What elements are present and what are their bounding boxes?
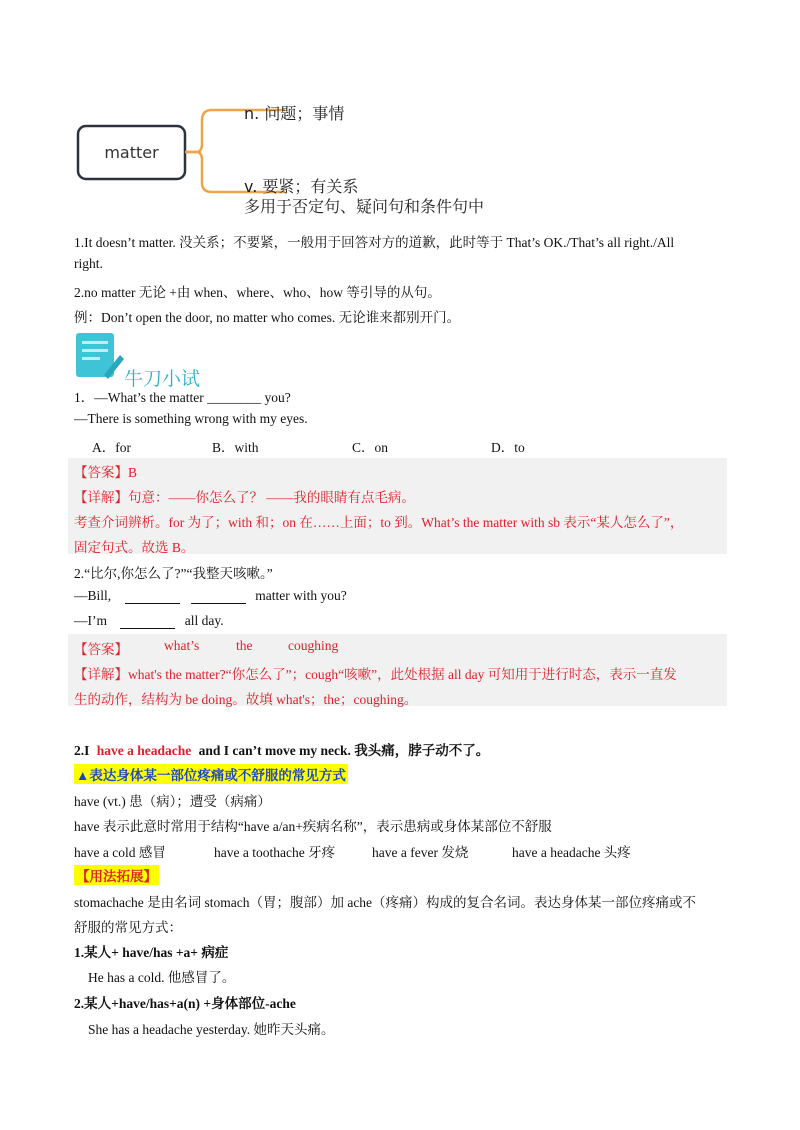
- q2-answer-1: what’s: [164, 638, 200, 653]
- q2-answer-label: 【答案】: [74, 642, 128, 657]
- extension-line-1: stomachache 是由名词 stomach（胃；腹部）加 ache（疼痛）构成的复合名词。表达身体某一部位疼痛或不: [74, 895, 697, 910]
- mindmap-verb-label-1: v. 要紧；有关系: [244, 177, 359, 196]
- q1-detail-2: 考查介词辨析。for 为了；with 和；on 在……上面；to 到。What’s the matter with sb 表示“某人怎么了”，: [74, 515, 684, 530]
- q2-line-2: [74, 588, 347, 604]
- q1-option-d: D．to: [491, 440, 525, 455]
- q2-answer-3: coughing: [288, 638, 339, 653]
- notepad-pencil-icon: [74, 331, 124, 381]
- mindmap-verb-label-2: 多用于否定句、疑问句和条件句中: [244, 197, 485, 216]
- q1-option-a: A．for: [92, 440, 131, 455]
- have-definition: have (vt.) 患（病）；遭受（病痛）: [74, 794, 271, 809]
- rule-1-example: He has a cold. 他感冒了。: [88, 970, 236, 985]
- section-2-heading: [74, 739, 489, 759]
- rule-1: 1.某人+ have/has +a+ 病症: [74, 945, 229, 960]
- example-have-a-headache: have a headache 头疼: [512, 845, 631, 860]
- q2-answer-2: the: [236, 638, 253, 653]
- example-have-a-fever: have a fever 发烧: [372, 845, 469, 860]
- note-1-line-2: right.: [74, 256, 103, 271]
- rule-2-example: She has a headache yesterday. 她昨天头痛。: [88, 1022, 335, 1037]
- section-2-heading-rest: and I can’t move my neck. 我头痛，脖子动不了。: [198, 743, 490, 758]
- rule-2: 2.某人+have/has+a(n) +身体部位-ache: [74, 996, 296, 1011]
- usage-extension-label: 【用法拓展】: [74, 865, 159, 885]
- section-2-subheading: ▲表达身体某一部位疼痛或不舒服的常见方式: [74, 764, 348, 784]
- note-example: 例：Don’t open the door, no matter who comes. 无论谁来都别开门。: [74, 310, 461, 325]
- q2-blank-2[interactable]: [191, 589, 246, 604]
- q1-detail-3: 固定句式。故选 B。: [74, 540, 195, 555]
- q2-stem: 2.“比尔,你怎么了?”“我整天咳嗽。”: [74, 566, 273, 581]
- mindmap-noun-label: n. 问题；事情: [244, 104, 345, 123]
- q1-option-c: C．on: [352, 440, 389, 455]
- q2-line-3: [74, 613, 224, 629]
- extension-line-2: 舒服的常见方式：: [74, 920, 182, 935]
- q2-line-3-prefix: —I’m: [74, 613, 107, 628]
- mindmap-root-label: matter: [104, 143, 159, 162]
- practice-title: 牛刀小试: [124, 368, 201, 390]
- q2-blank-1[interactable]: [125, 589, 180, 604]
- q2-blank-3[interactable]: [120, 614, 175, 629]
- have-usage: have 表示此意时常用于结构“have a/an+疾病名称”，表示患病或身体某部位不舒服: [74, 819, 552, 834]
- q2-line-3-suffix: all day.: [184, 613, 224, 628]
- q2-line-2-suffix: matter with you?: [255, 588, 347, 603]
- q1-option-b: B．with: [212, 440, 259, 455]
- section-2-heading-keyphrase: have a headache: [96, 743, 192, 758]
- note-2: 2.no matter 无论 +由 when、where、who、how 等引导的从句。: [74, 285, 441, 300]
- note-1-line-1: 1.It doesn’t matter. 没关系；不要紧，一般用于回答对方的道歉，此时等于 That’s OK./That’s all right./All: [74, 235, 675, 250]
- section-2-heading-num: 2.I: [74, 743, 90, 758]
- example-have-a-cold: have a cold 感冒: [74, 845, 166, 860]
- example-have-a-toothache: have a toothache 牙疼: [214, 845, 336, 860]
- q2-line-2-prefix: —Bill,: [74, 588, 112, 603]
- q1-line-2: —There is something wrong with my eyes.: [74, 411, 308, 426]
- q1-stem: 1．—What’s the matter ________ you?: [74, 390, 291, 405]
- q1-detail-1: 【详解】句意：——你怎么了？ ——我的眼睛有点毛病。: [74, 490, 415, 505]
- q1-answer: 【答案】B: [74, 465, 138, 480]
- q2-detail-2: 生的动作，结构为 be doing。故填 what's；the；coughing。: [74, 692, 418, 707]
- q2-detail-1: 【详解】what's the matter?“你怎么了”；cough“咳嗽”，此处根据 all day 可知用于进行时态，表示一直发: [74, 667, 677, 682]
